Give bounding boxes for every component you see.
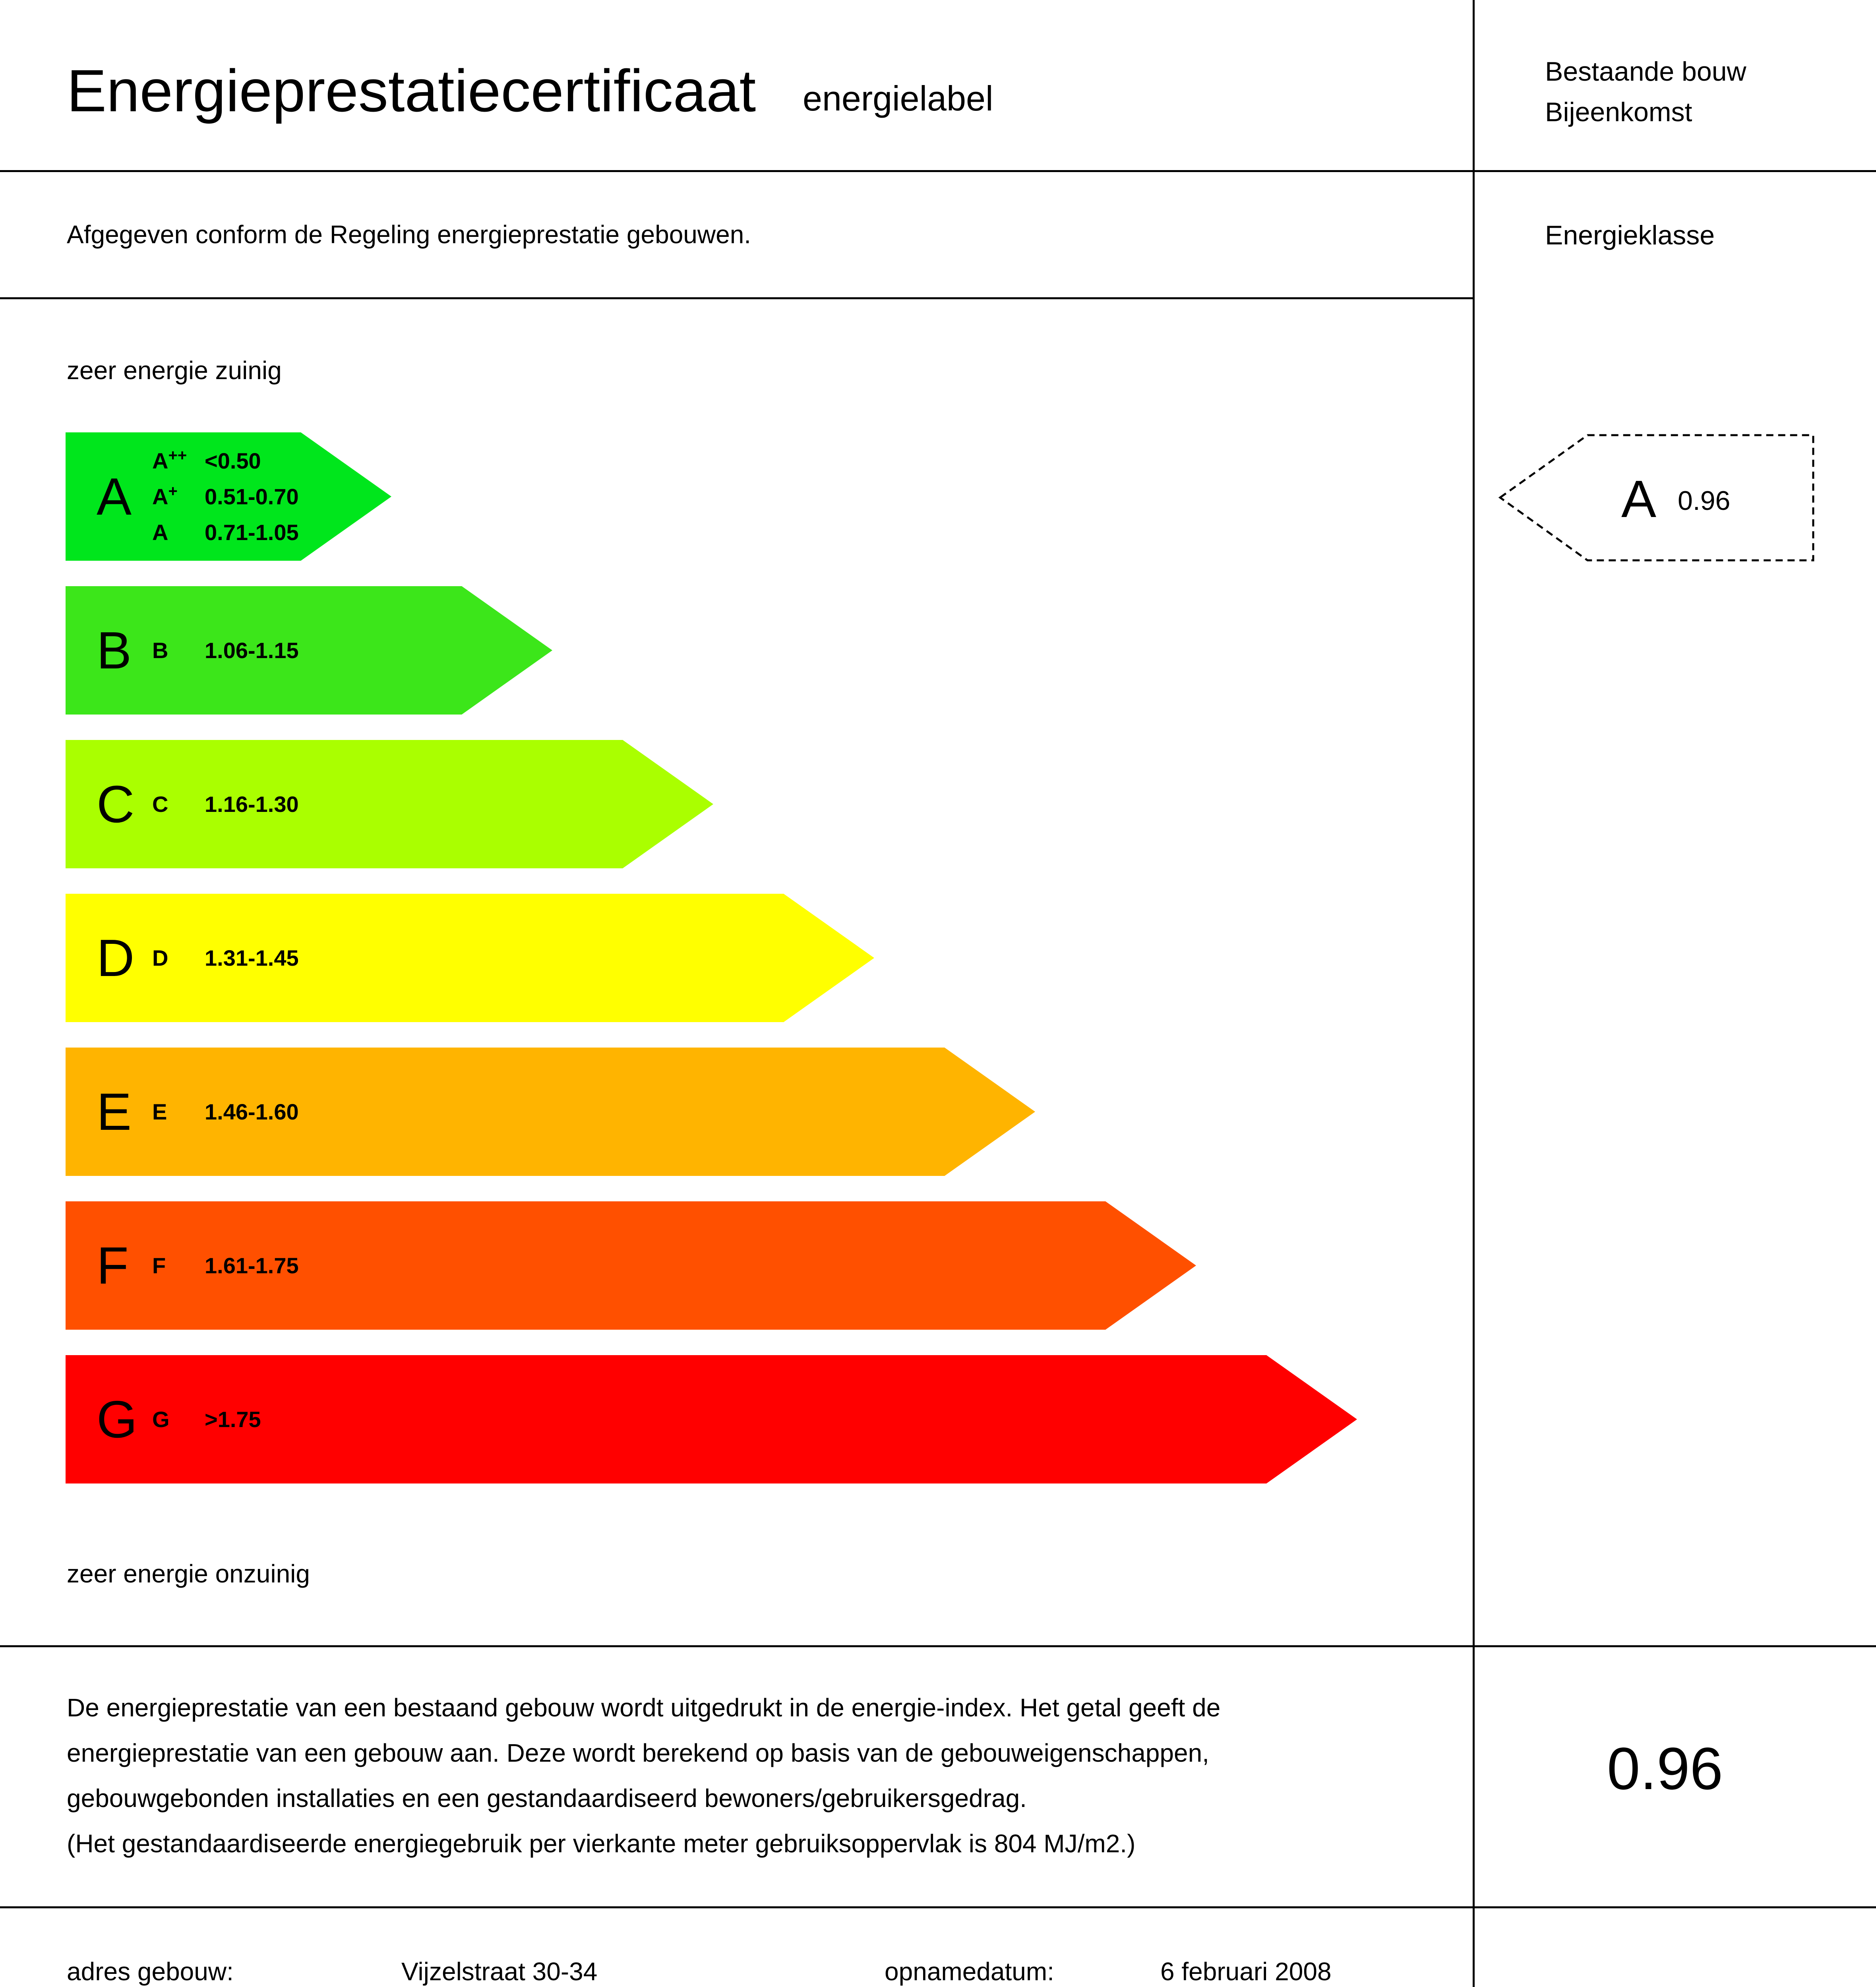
address-line1: Vijzelstraat 30-34: [401, 1957, 598, 1986]
energy-bar-range: 1.61-1.75: [205, 1253, 299, 1278]
divider-header: [0, 170, 1876, 172]
energy-bar-range: 1.06-1.15: [205, 637, 299, 663]
energy-bar-shape: [66, 894, 874, 1022]
scale-bottom-label: zeer energie onzuinig: [67, 1559, 310, 1588]
description-line: energieprestatie van een gebouw aan. Deze wordt berekend op basis van de gebouweigenschappen,: [67, 1739, 1209, 1767]
energy-bar-code: A: [152, 519, 168, 545]
energy-class-label: Energieklasse: [1545, 220, 1715, 250]
energy-bar-letter: C: [97, 775, 135, 833]
description-line: (Het gestandaardiseerde energiegebruik per vierkante meter gebruiksoppervlak is 804 MJ/m2.): [67, 1829, 1136, 1858]
energy-bar-code-sup: ++: [168, 446, 187, 464]
energy-bar-code: E: [152, 1099, 167, 1124]
energy-bar-shape: [66, 586, 552, 715]
energy-bar-letter: B: [97, 621, 132, 680]
energy-bar-code: G: [152, 1406, 170, 1432]
recording-date-label: opnamedatum:: [885, 1957, 1054, 1986]
energy-bar-d: [66, 894, 874, 1022]
building-type: Bestaande bouw: [1545, 56, 1746, 87]
description-line: gebouwgebonden installaties en een gestandaardiseerd bewoners/gebruikersgedrag.: [67, 1784, 1027, 1813]
divider-issued: [0, 297, 1474, 299]
scale-top-label: zeer energie zuinig: [67, 356, 282, 385]
recording-date-value: 6 februari 2008: [1160, 1957, 1332, 1986]
energy-bar-range: 1.31-1.45: [205, 945, 299, 970]
building-function: Bijeenkomst: [1545, 97, 1692, 127]
energy-index-value: 0.96: [1607, 1735, 1723, 1802]
energy-bar-range: 1.46-1.60: [205, 1099, 299, 1124]
result-index: 0.96: [1678, 486, 1731, 516]
page-subtitle: energielabel: [803, 79, 993, 118]
energy-bar-code-sup: +: [168, 482, 178, 500]
energy-bar-g: [66, 1355, 1357, 1483]
energy-bar-range: 0.51-0.70: [205, 484, 299, 509]
energy-bar-code: D: [152, 945, 168, 970]
energy-bar-code: A++: [152, 446, 187, 473]
energy-bar-letter: A: [97, 467, 132, 526]
description-line: De energieprestatie van een bestaand gebouw wordt uitgedrukt in de energie-index. Het getal geeft de: [67, 1693, 1221, 1722]
energy-bar-range: <0.50: [205, 448, 261, 473]
divider-scale: [0, 1645, 1876, 1647]
divider-description: [0, 1906, 1876, 1908]
energy-bar-code: C: [152, 791, 168, 817]
energy-bar-letter: F: [97, 1236, 129, 1295]
energy-bar-a: [66, 432, 391, 561]
energy-bar-code: B: [152, 637, 168, 663]
energy-bar-letter: G: [97, 1390, 137, 1449]
result-arrow: [1498, 433, 1816, 562]
energy-bar-f: [66, 1201, 1196, 1330]
energy-bar-range: >1.75: [205, 1406, 261, 1432]
energy-bar-e: [66, 1048, 1035, 1176]
issued-text: Afgegeven conform de Regeling energieprestatie gebouwen.: [67, 220, 751, 249]
energy-bar-code: F: [152, 1253, 166, 1278]
energy-bar-code: A+: [152, 482, 178, 509]
energy-bar-letter: E: [97, 1082, 132, 1141]
energy-bar-letter: D: [97, 928, 135, 987]
result-class: A: [1621, 470, 1657, 528]
address-label: adres gebouw:: [67, 1957, 234, 1986]
page-title: Energieprestatiecertificaat: [67, 57, 756, 124]
energy-bar-b: [66, 586, 552, 715]
energy-bar-range: 1.16-1.30: [205, 791, 299, 817]
energy-bar-c: [66, 740, 713, 868]
energy-bar-range: 0.71-1.05: [205, 519, 299, 545]
